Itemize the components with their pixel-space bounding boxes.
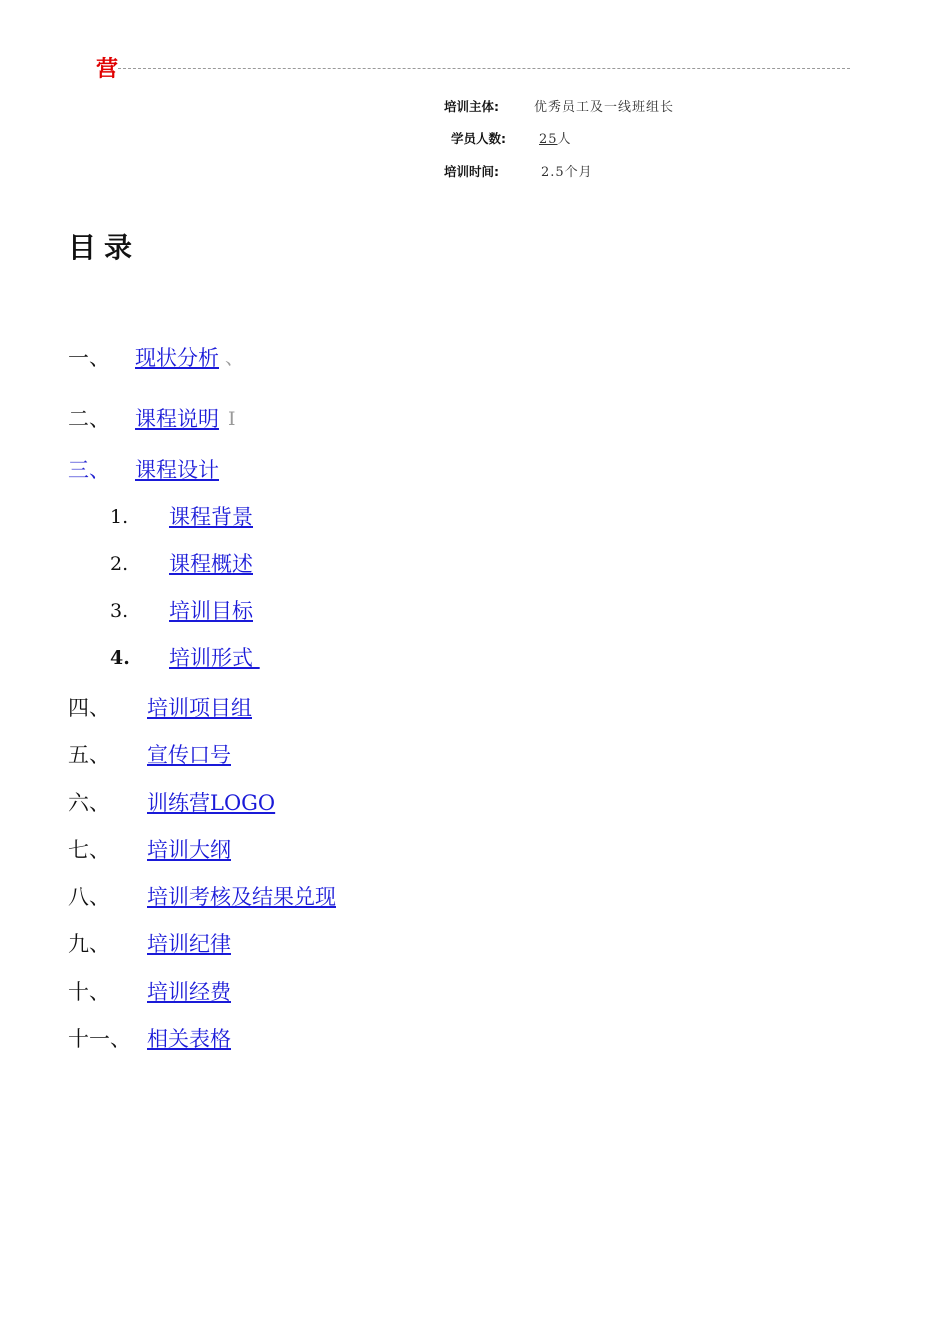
- toc-number: 十、: [68, 980, 110, 1004]
- toc-link-project-team[interactable]: [147, 694, 252, 722]
- toc-number: 十一、: [68, 1027, 131, 1051]
- toc-link-course-overview[interactable]: [169, 550, 253, 578]
- toc-link-text[interactable]: 培训项目组: [147, 696, 252, 720]
- toc-link-text[interactable]: 培训纪律: [147, 932, 231, 956]
- toc-link-training-format[interactable]: [169, 644, 260, 672]
- header-logo-mark: 营: [96, 56, 119, 82]
- toc-subnumber: 2.: [110, 553, 129, 575]
- toc-link-slogan[interactable]: [147, 741, 231, 769]
- toc-link-text[interactable]: 培训大纲: [147, 838, 231, 862]
- toc-link-text[interactable]: 课程背景: [169, 505, 253, 529]
- toc-link-course-design[interactable]: [135, 456, 219, 484]
- duration-value: 2.5个月: [541, 165, 593, 180]
- toc-number: 九、: [68, 932, 110, 956]
- toc-link-text[interactable]: 培训形式: [169, 646, 260, 670]
- toc-number: 五、: [68, 743, 110, 767]
- toc-number: 八、: [68, 885, 110, 909]
- toc-trail-mark: 、: [225, 347, 245, 369]
- toc-link-text[interactable]: 培训目标: [169, 599, 253, 623]
- toc-number: 二、: [68, 407, 110, 431]
- toc-link-text[interactable]: 课程概述: [169, 552, 253, 576]
- toc-link-training-outline[interactable]: [147, 836, 231, 864]
- toc-link-text[interactable]: 培训经费: [147, 980, 231, 1004]
- toc-link-related-forms[interactable]: [147, 1025, 231, 1053]
- toc-link-training-discipline[interactable]: [147, 930, 231, 958]
- toc-link-course-background[interactable]: [169, 503, 253, 531]
- toc-link-text[interactable]: 训练营LOGO: [147, 791, 276, 815]
- toc-subnumber: 4.: [110, 647, 130, 669]
- toc-link-training-goals[interactable]: [169, 597, 253, 625]
- toc-number: 四、: [68, 696, 110, 720]
- toc-number: 六、: [68, 791, 110, 815]
- toc-link-assessment-results[interactable]: [147, 883, 336, 911]
- count-number: 25: [539, 132, 558, 147]
- toc-link-camp-logo[interactable]: [147, 789, 275, 817]
- toc-link-text[interactable]: 课程说明: [135, 407, 219, 431]
- toc-subnumber: 1.: [110, 506, 129, 528]
- subject-label: 培训主体:: [444, 99, 499, 114]
- toc-trail-mark: I: [228, 408, 236, 430]
- toc-number: 七、: [68, 838, 110, 862]
- toc-link-text[interactable]: 相关表格: [147, 1027, 231, 1051]
- duration-label: 培训时间:: [444, 164, 499, 179]
- toc-number: 一、: [68, 346, 110, 370]
- toc-subnumber: 3.: [110, 600, 129, 622]
- toc-link-text[interactable]: 培训考核及结果兑现: [147, 885, 336, 909]
- toc-number: 三、: [68, 458, 110, 482]
- toc-link-training-budget[interactable]: [147, 978, 231, 1006]
- count-value: [539, 128, 572, 147]
- subject-value: 优秀员工及一线班组长: [534, 100, 675, 115]
- count-label: 学员人数:: [451, 131, 506, 146]
- toc-link-text[interactable]: 现状分析: [135, 346, 219, 370]
- count-unit: 人: [557, 132, 572, 147]
- toc-link-text[interactable]: 课程设计: [135, 458, 219, 482]
- header-divider: [118, 68, 850, 69]
- toc-heading-clip: [68, 231, 158, 264]
- toc-heading: 目录: [68, 231, 141, 264]
- toc-link-text[interactable]: 宣传口号: [147, 743, 231, 767]
- toc-link-course-description[interactable]: [135, 405, 219, 433]
- toc-link-status-analysis[interactable]: [135, 344, 219, 372]
